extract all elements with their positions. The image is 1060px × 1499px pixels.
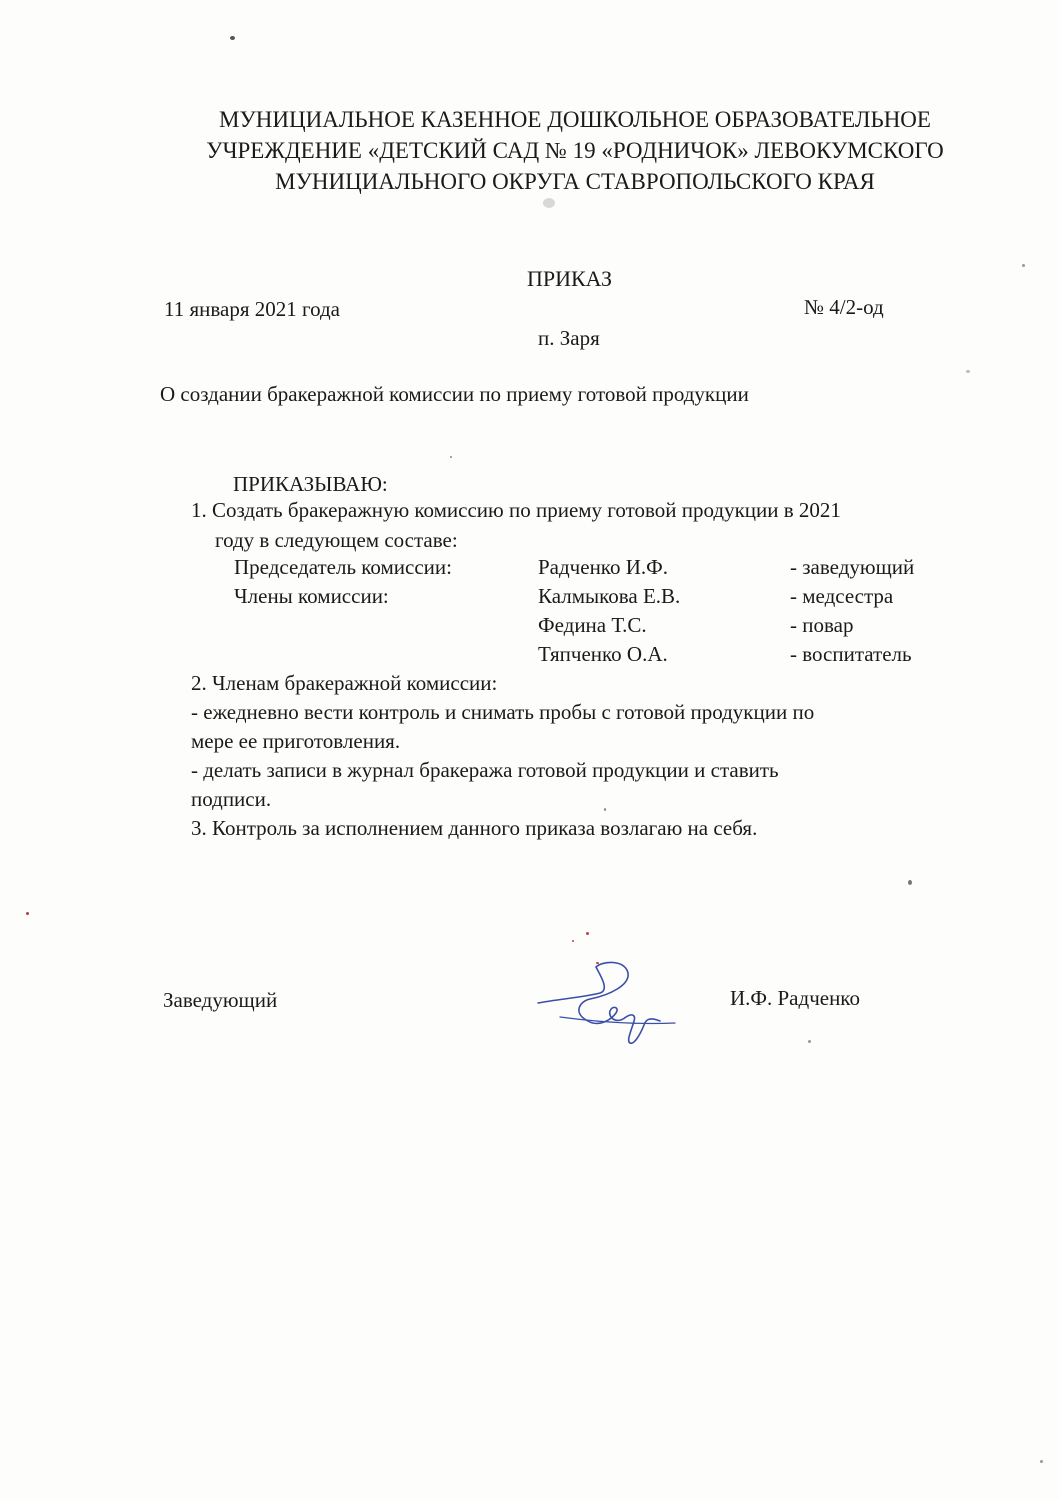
scan-speck bbox=[604, 808, 606, 811]
scan-speck bbox=[596, 962, 599, 964]
commission-role: Председатель комиссии: bbox=[234, 555, 452, 579]
document-number: № 4/2-од bbox=[804, 295, 884, 319]
commission-position: - повар bbox=[790, 613, 854, 637]
commission-position: - заведующий bbox=[790, 555, 915, 579]
header-line-2: УЧРЕЖДЕНИЕ «ДЕТСКИЙ САД № 19 «РОДНИЧОК» ЛЕВОКУМСКОГО bbox=[206, 138, 944, 163]
document-date: 11 января 2021 года bbox=[164, 297, 340, 321]
item-2-title: 2. Членам бракеражной комиссии: bbox=[191, 671, 498, 695]
commission-position: - медсестра bbox=[790, 584, 894, 608]
item-2-bullet-2-line-1: - делать записи в журнал бракеража готовой продукции и ставить bbox=[191, 758, 779, 782]
organization-header bbox=[100, 104, 1050, 197]
scan-speck bbox=[26, 912, 29, 915]
item-2-bullet-1-line-1: - ежедневно вести контроль и снимать пробы с готовой продукции по bbox=[191, 700, 815, 724]
scan-speck bbox=[908, 880, 912, 885]
document-type: ПРИКАЗ bbox=[527, 266, 613, 291]
scan-speck bbox=[572, 940, 574, 942]
commission-name: Калмыкова Е.В. bbox=[538, 584, 681, 608]
scan-speck bbox=[450, 456, 452, 458]
signatory-title: Заведующий bbox=[163, 988, 278, 1012]
document-subject: О создании бракеражной комиссии по приему готовой продукции bbox=[160, 382, 749, 406]
signature-stroke bbox=[538, 962, 660, 1043]
commission-role: Члены комиссии: bbox=[234, 584, 389, 608]
item-1-line-1: 1. Создать бракеражную комиссию по приему готовой продукции в 2021 bbox=[191, 498, 841, 522]
commission-name: Федина Т.С. bbox=[538, 613, 647, 637]
scan-speck bbox=[543, 198, 555, 208]
scan-speck bbox=[1022, 264, 1025, 267]
handwritten-signature bbox=[530, 955, 680, 1050]
scan-speck bbox=[966, 370, 970, 373]
scan-speck bbox=[1040, 1460, 1043, 1463]
scan-speck bbox=[230, 36, 235, 40]
commission-name: Тяпченко О.А. bbox=[538, 642, 668, 666]
item-3: 3. Контроль за исполнением данного приказа возлагаю на себя. bbox=[191, 816, 758, 840]
item-2-bullet-1-line-2: мере ее приготовления. bbox=[191, 729, 401, 753]
scan-speck bbox=[586, 932, 589, 935]
header-line-1: МУНИЦИАЛЬНОЕ КАЗЕННОЕ ДОШКОЛЬНОЕ ОБРАЗОВАТЕЛЬНОЕ bbox=[219, 107, 931, 132]
document-place: п. Заря bbox=[538, 326, 600, 350]
item-2-bullet-2-line-2: подписи. bbox=[191, 787, 272, 811]
scan-speck bbox=[808, 1040, 811, 1043]
commission-name: Радченко И.Ф. bbox=[538, 555, 668, 579]
signatory-name: И.Ф. Радченко bbox=[730, 986, 860, 1010]
header-line-3: МУНИЦИАЛЬНОГО ОКРУГА СТАВРОПОЛЬСКОГО КРАЯ bbox=[275, 169, 875, 194]
order-word: ПРИКАЗЫВАЮ: bbox=[233, 472, 388, 496]
commission-position: - воспитатель bbox=[790, 642, 912, 666]
item-1-line-2: году в следующем составе: bbox=[215, 528, 458, 552]
